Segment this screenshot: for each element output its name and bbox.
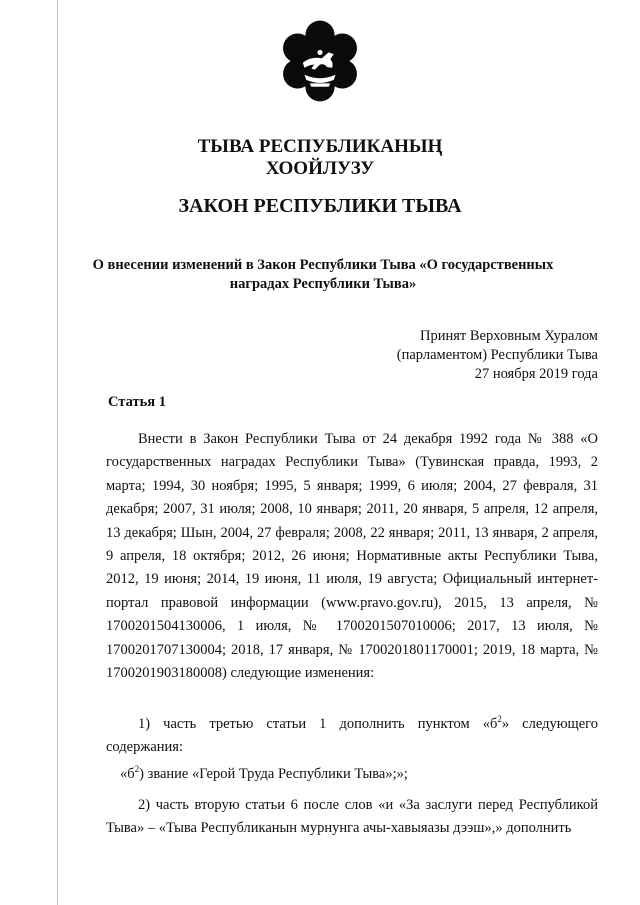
quote-text: «б [120, 766, 135, 782]
subject-line-2: наградах Республики Тыва» [229, 276, 417, 292]
law-title: ЗАКОН РЕСПУБЛИКИ ТЫВА [178, 195, 462, 217]
article-title: Статья 1 [108, 394, 166, 410]
item-1-quote-paragraph [106, 763, 598, 786]
article-intro-paragraph: Внести в Закон Республики Тыва от 24 декабря 1992 года № 388 «О государственных наградах Республики Тыва» (Тувинская правда, 1993, 2 марта; 1994, 30 ноября; 1995, 5 января; 1999, 6 июля; 2004, 27 февраля, 31 декабря; 2007, 31 июля; 2008, 10 января; 2011, 20 января, 5 апреля, 12 апреля, 13 декабря; Шын, 2004, 27 февраля; 2008, 22 января; 2011, 13 января, 2 апреля, 9 апреля, 18 октября; 2012, 26 июня; Нормативные акты Республики Тыва, 2012, 19 июня; 2014, 19 июня, 11 июля, 19 августа; Официальный интернет-портал правовой информации (www.pravo.gov.ru), 2015, 13 апреля, № 1700201504130006, 1 июля, № 1700201507010006; 2017, 13 июля, № 1700201707130004; 2018, 17 января, № 1700201801170001; 2019, 18 марта, № 1700201903180008) следующие изменения: [106, 431, 598, 682]
item-1-text-end: » следующего содержания: [106, 716, 598, 756]
item-2-paragraph: 2) часть вторую статьи 6 после слов «и «За заслуги перед Республикой Тыва» – «Тыва Республиканын мурнунга ачы-хавыяазы дээш»,» дополнить [106, 797, 598, 837]
heading-line-1: ТЫВА РЕСПУБЛИКАНЫҢ [197, 136, 443, 157]
item-1-paragraph [106, 713, 598, 760]
adoption-date: 27 ноября 2019 года [474, 366, 598, 382]
quote-text-end: ) звание «Герой Труда Республики Тыва»;»; [139, 766, 408, 782]
tyva-emblem-icon [277, 18, 363, 104]
law-subject [90, 256, 556, 294]
item-1-text: 1) часть третью статьи 1 дополнить пунктом «б [138, 716, 498, 732]
adoption-line-2: (парламентом) Республики Тыва [396, 347, 598, 363]
subject-line-1: О внесении изменений в Закон Республики Тыва «О государственных [92, 257, 554, 273]
adoption-line-1: Принят Верховным Хуралом [420, 328, 598, 344]
adoption-note [397, 327, 598, 384]
heading-line-2: ХООЙЛУЗУ [265, 158, 375, 179]
item-1-superscript: 2 [497, 714, 502, 725]
tyva-law-heading [0, 136, 640, 180]
quote-superscript: 2 [134, 764, 140, 775]
